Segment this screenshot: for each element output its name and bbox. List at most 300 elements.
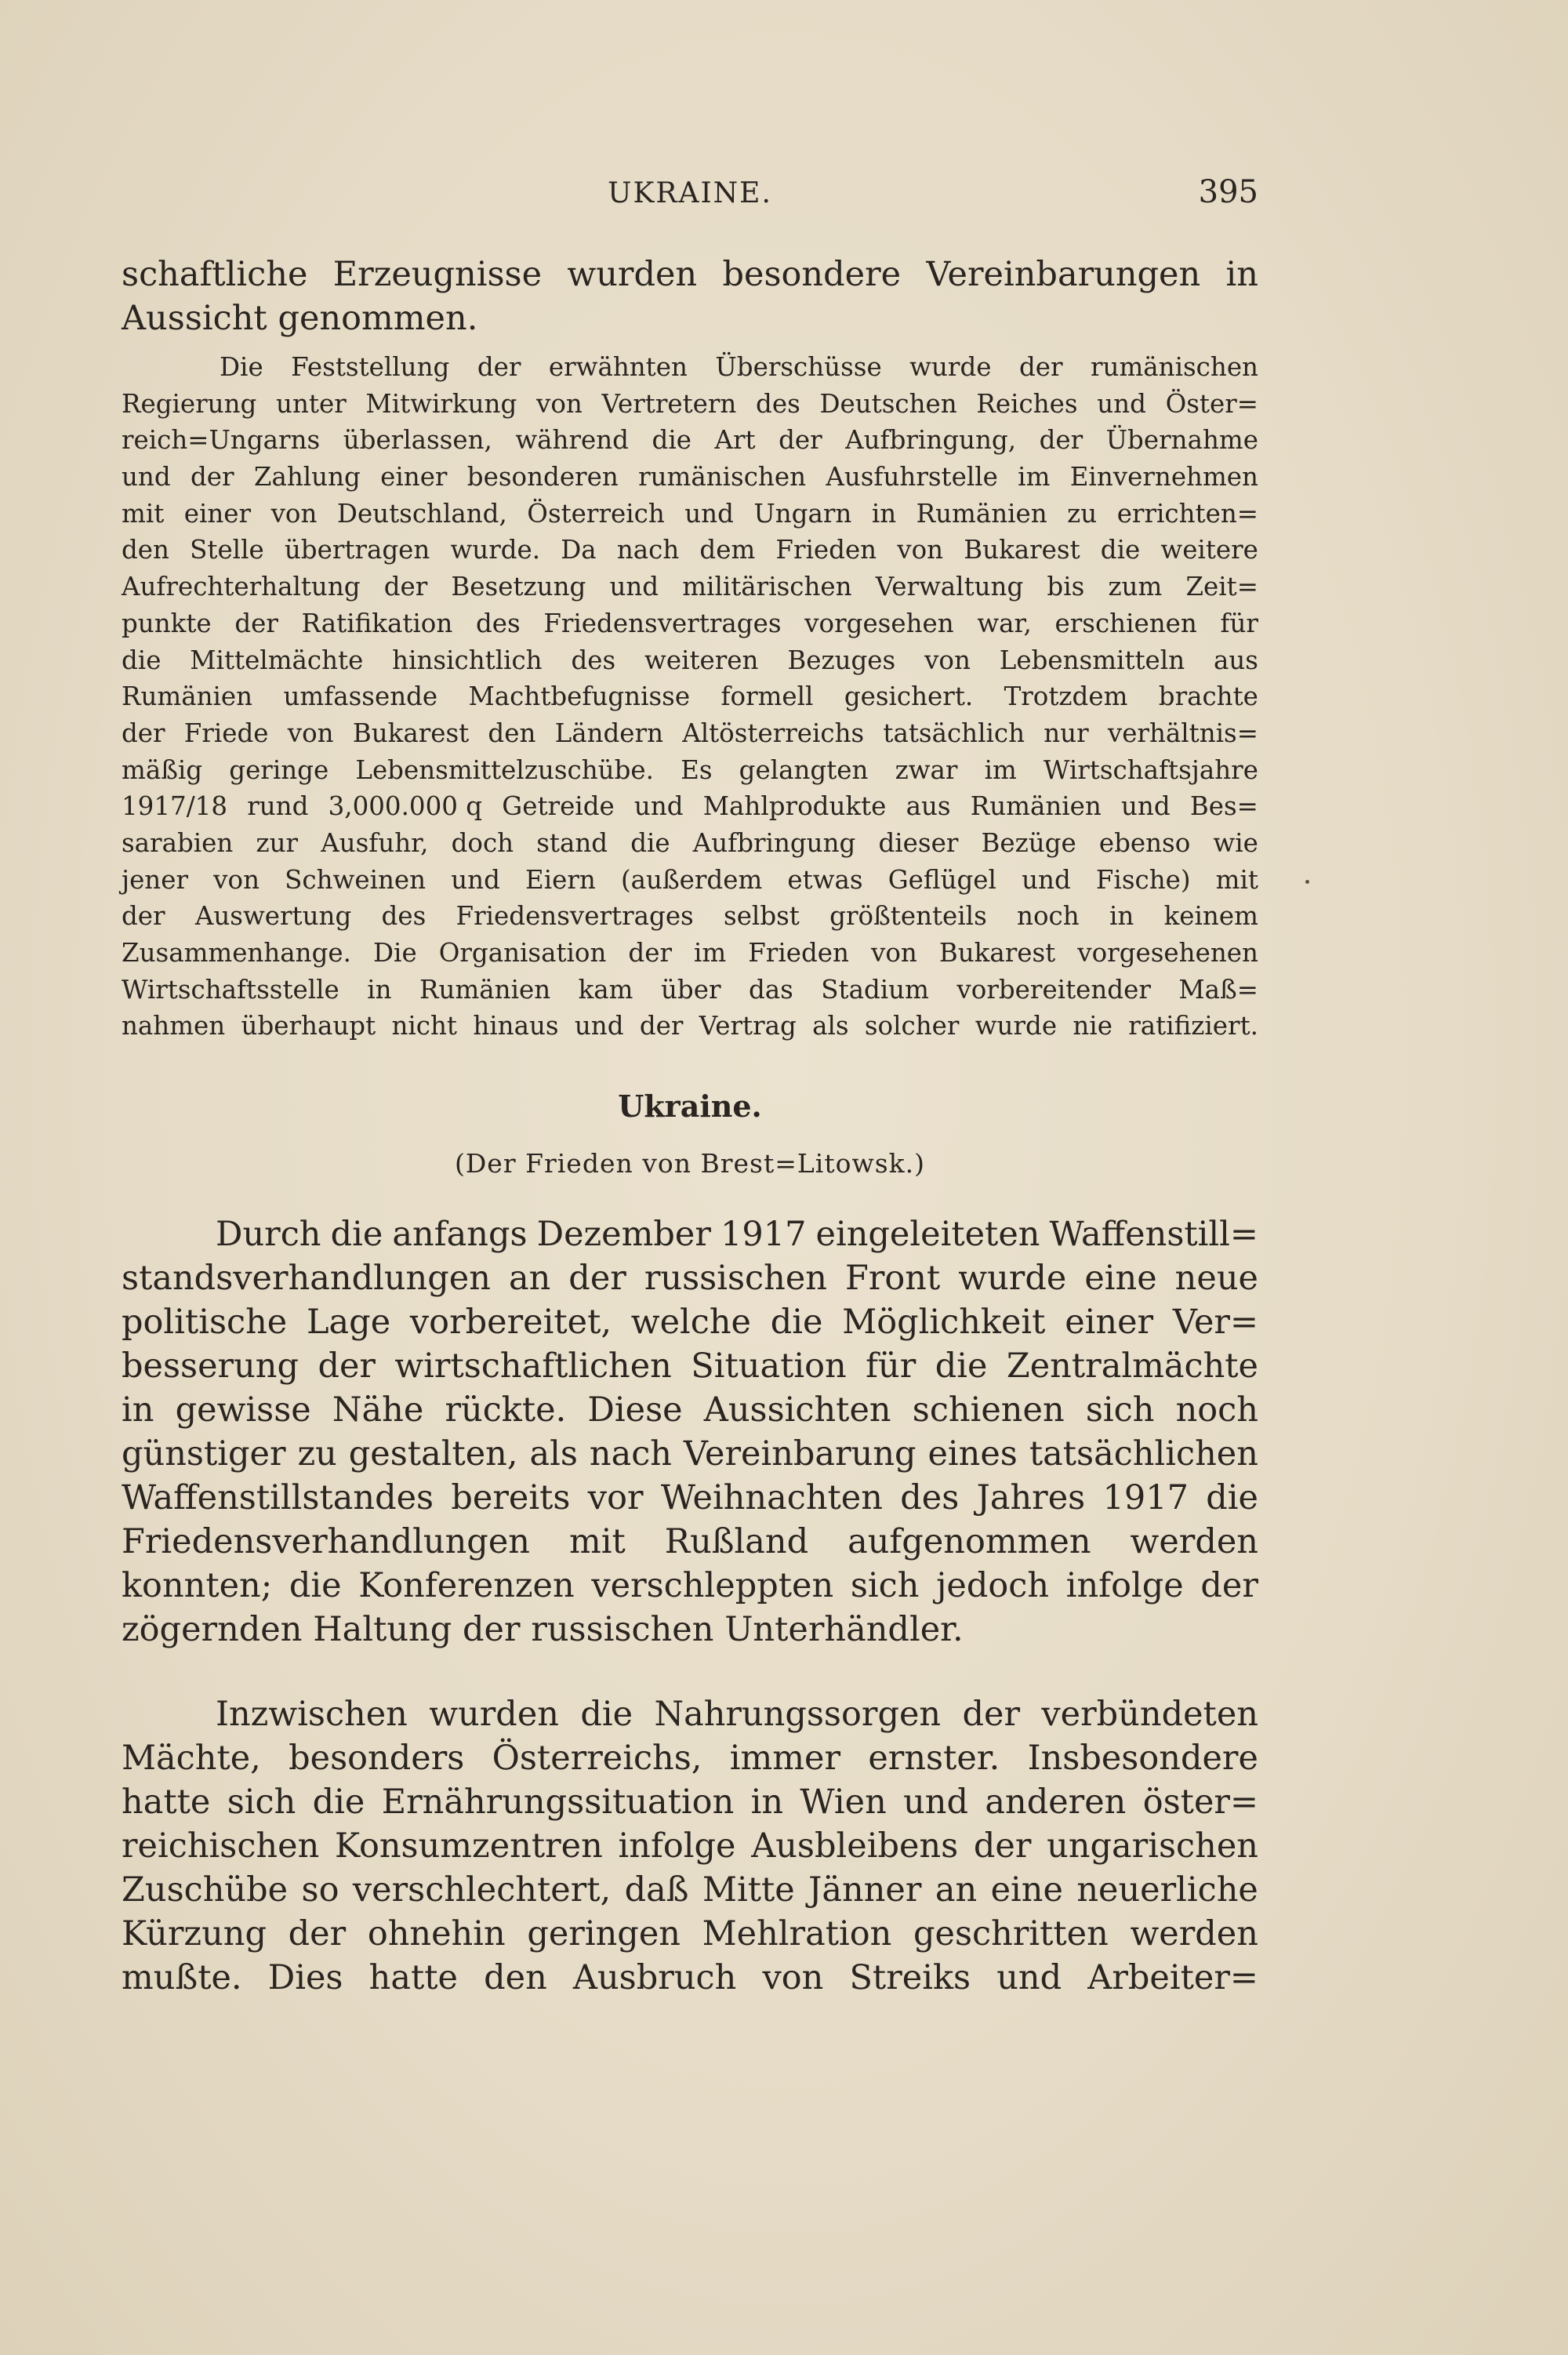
word: eines [927, 1434, 1018, 1474]
paragraph-1 [122, 253, 1258, 340]
word: Dies [267, 1958, 343, 1997]
word: wie [1213, 827, 1258, 858]
running-title: UKRAINE. [608, 177, 772, 209]
word: die [1100, 535, 1141, 565]
word: sich [227, 1783, 296, 1822]
paragraph-1-line [122, 253, 1258, 296]
word: hatte [122, 1783, 211, 1822]
word: Einvernehmen [1069, 462, 1258, 492]
word: im [984, 754, 1017, 785]
word: Aussichten [703, 1390, 891, 1430]
word: Getreide [502, 791, 615, 822]
word: neue [1174, 1259, 1258, 1298]
paragraph-2-line [122, 422, 1258, 459]
word: größtenteils [829, 901, 987, 932]
word: von [270, 498, 318, 529]
word: Jänner [808, 1870, 922, 1910]
word: den [488, 718, 536, 748]
word: im [1018, 462, 1051, 492]
paragraph-3-line [122, 1564, 1258, 1608]
paragraph-2-line [122, 752, 1258, 789]
paragraph-2-line [122, 459, 1258, 496]
word: noch [1175, 1390, 1258, 1430]
word: errichten= [1116, 498, 1258, 529]
word: als [812, 1011, 849, 1041]
word: sich [850, 1566, 920, 1605]
word: zögernden [122, 1610, 303, 1649]
word: Bes= [1189, 791, 1258, 822]
word: so [301, 1870, 339, 1910]
word: nie [1073, 1011, 1112, 1041]
word: die [1206, 1478, 1258, 1517]
word: Friedensvertrages [543, 608, 782, 638]
word: der [962, 1695, 1020, 1734]
word: und [684, 498, 734, 529]
word: wurde [958, 1259, 1067, 1298]
word: weiteren [644, 645, 759, 675]
word: erwähnten [548, 352, 688, 382]
word: verhältnis= [1107, 718, 1258, 748]
word: Nahrungssorgen [654, 1695, 942, 1734]
word: wurde. [450, 535, 541, 565]
word: Deutschen [819, 388, 957, 419]
word: politische [122, 1303, 288, 1342]
word: Reiches [976, 388, 1078, 419]
word: ratifiziert. [1128, 1011, 1258, 1041]
word: den [484, 1958, 547, 1997]
word: und [1097, 388, 1146, 419]
paragraph-1-line [122, 296, 1258, 340]
word: des [571, 645, 616, 675]
word: Friedensvertrages [456, 901, 694, 932]
word: noch [1017, 901, 1080, 932]
word: wurde [909, 352, 992, 382]
word: besonderen [466, 462, 619, 492]
word: Organisation [438, 938, 607, 968]
paragraph-4-line [122, 1824, 1258, 1868]
word: Die [220, 352, 263, 382]
word: unter [276, 388, 347, 419]
paragraph-2-line [122, 349, 1258, 386]
word: 3,000.000 q [328, 791, 483, 822]
word: der [190, 462, 234, 492]
word: der [477, 352, 521, 382]
word: Bukarest [964, 535, 1080, 565]
word: Trotzdem [1004, 681, 1128, 712]
word: rumänischen [638, 462, 807, 492]
word: Lage [306, 1303, 391, 1342]
word: Waffenstillstandes [122, 1478, 434, 1517]
word: Da [561, 535, 597, 565]
word: öster= [1142, 1783, 1258, 1822]
word: keinem [1163, 901, 1258, 932]
word: Ernährungssituation [381, 1783, 735, 1822]
word: jener [122, 864, 189, 895]
word: sarabien [122, 827, 234, 858]
word: vorgesehen [804, 608, 954, 638]
word: Auswertung [194, 901, 352, 932]
word: verbündeten [1041, 1695, 1258, 1734]
word: bis [1047, 572, 1085, 602]
word: vorbereitender [956, 974, 1151, 1005]
word: der [779, 425, 822, 456]
word: Mitwirkung [365, 388, 517, 419]
word: zur [256, 827, 299, 858]
word: an [508, 1259, 551, 1298]
word: Rumänien [916, 498, 1047, 529]
word: Bukarest [938, 938, 1056, 968]
word: doch [451, 827, 514, 858]
word: Jahres [976, 1478, 1086, 1517]
word: nach [616, 535, 680, 565]
word: hinaus [473, 1011, 559, 1041]
word: Zusammenhange. [122, 938, 351, 968]
paragraph-3-line [122, 1432, 1258, 1476]
word: gelangten [739, 754, 869, 785]
word: nicht [391, 1011, 457, 1041]
word: geringe [229, 754, 329, 785]
word: Insbesondere [1027, 1739, 1258, 1778]
word: konnten; [122, 1566, 273, 1605]
word: des [475, 608, 521, 638]
word: ohnehin [367, 1914, 506, 1953]
word: Überschüsse [715, 352, 882, 382]
paragraph-2-line [122, 898, 1258, 935]
word: ernster. [868, 1739, 1000, 1778]
word: die [770, 1303, 823, 1342]
word: Zeit= [1185, 572, 1258, 602]
word: den [122, 535, 169, 565]
word: von [897, 535, 944, 565]
word: Durch [216, 1215, 321, 1254]
word: und [122, 462, 171, 492]
word: tatsächlichen [1029, 1434, 1258, 1474]
word: nahmen [122, 1011, 226, 1041]
word: Öster= [1165, 388, 1258, 419]
word: geringen [527, 1914, 681, 1953]
word: vor [587, 1478, 644, 1517]
word: der [383, 572, 428, 602]
word: zu [297, 1434, 337, 1474]
word: Geflügel [887, 864, 996, 895]
word: der [639, 1011, 684, 1041]
word: formell [720, 681, 814, 712]
word: Ausfuhr, [321, 827, 429, 858]
word: Bezüge [981, 827, 1076, 858]
word: der [628, 938, 672, 968]
word: Vertrag [699, 1011, 797, 1041]
word: Vereinbarung [683, 1434, 916, 1474]
word: in [122, 1390, 154, 1430]
word: über [660, 974, 721, 1005]
paragraph-3-line [122, 1256, 1258, 1300]
word: Zahlung [253, 462, 361, 492]
word: hinsichtlich [392, 645, 543, 675]
word: von [535, 388, 583, 419]
paragraph-3-line [122, 1476, 1258, 1520]
word: in [750, 1783, 784, 1822]
word: im [694, 938, 727, 968]
word: infolge [1065, 1566, 1184, 1605]
word: aufgenommen [848, 1522, 1091, 1561]
word: Mächte, [122, 1739, 261, 1778]
word: brachte [1158, 681, 1258, 712]
word: Friedensverhandlungen [122, 1522, 530, 1561]
paragraph-2-line [122, 678, 1258, 715]
word: und [903, 1783, 969, 1822]
paragraph-2-line [122, 935, 1258, 972]
word: der [122, 901, 165, 932]
word: von [287, 718, 334, 748]
word: werden [1130, 1522, 1258, 1561]
word: zu [1067, 498, 1098, 529]
word: Arbeiter= [1087, 1958, 1258, 1997]
paragraph-3 [122, 1212, 1258, 1652]
word: sich [1085, 1390, 1155, 1430]
word: 1917/18 [122, 791, 228, 822]
word: an [935, 1870, 978, 1910]
word: Regierung [122, 388, 257, 419]
word: der [122, 718, 165, 748]
word: Haltung [313, 1610, 452, 1649]
word: standsverhandlungen [122, 1259, 491, 1298]
word: eine [990, 1870, 1063, 1910]
word: der [318, 1346, 376, 1386]
word: für [866, 1346, 916, 1386]
word: verschlechtert, [352, 1870, 612, 1910]
word: weitere [1160, 535, 1258, 565]
word: Machtbefugnisse [468, 681, 691, 712]
word: mit [1215, 864, 1258, 895]
word: Aufrechterhaltung [122, 572, 361, 602]
word: schaftliche [122, 255, 308, 294]
word: Konsumzentren [334, 1826, 603, 1866]
word: Diese [587, 1390, 683, 1430]
word: mußte. [122, 1958, 242, 1997]
word: Frieden [748, 938, 849, 968]
word: Ausfuhrstelle [826, 462, 998, 492]
word: von [762, 1958, 824, 1997]
word: gewisse [175, 1390, 311, 1430]
word: nach [589, 1434, 672, 1474]
word: überlassen, [343, 425, 492, 456]
word: Nähe [332, 1390, 424, 1430]
word: Verwaltung [875, 572, 1024, 602]
paragraph-4-line [122, 1692, 1258, 1736]
word: geschritten [913, 1914, 1109, 1953]
word: kam [578, 974, 633, 1005]
word: zum [1108, 572, 1163, 602]
word: Die [373, 938, 417, 968]
word: und [633, 791, 684, 822]
word: der [1200, 1566, 1258, 1605]
word: Inzwischen [216, 1695, 408, 1734]
word: Art [714, 425, 756, 456]
word: in [1225, 255, 1258, 294]
word: einer [183, 498, 252, 529]
word: Front [844, 1259, 941, 1298]
word: infolge [618, 1826, 736, 1866]
word: aus [906, 791, 951, 822]
word: und [996, 1958, 1062, 1997]
word: Bukarest [352, 718, 470, 748]
word: der [234, 608, 278, 638]
word: Altösterreichs [682, 718, 865, 748]
paragraph-2-line [122, 532, 1258, 569]
word: besonders [289, 1739, 465, 1778]
word: der [1039, 425, 1083, 456]
word: militärischen [682, 572, 852, 602]
word: Erzeugnisse [332, 255, 543, 294]
paragraph-2-line [122, 496, 1258, 532]
word: Rumänien [122, 681, 253, 712]
word: ungarischen [1047, 1826, 1258, 1866]
word: Österreichs, [492, 1739, 702, 1778]
word: mit [122, 498, 165, 529]
word: die [652, 425, 691, 456]
word: Schweinen [285, 864, 426, 895]
word: russischen [644, 1259, 827, 1298]
word: die [122, 645, 162, 675]
paragraph-3-line [122, 1344, 1258, 1388]
word: in [1109, 901, 1134, 932]
page-number: 395 [1198, 174, 1258, 210]
section-subheading: (Der Frieden von Brest=Litowsk.) [454, 1148, 926, 1179]
word: Zentralmächte [1006, 1346, 1258, 1386]
word: Aufbringung [692, 827, 856, 858]
word: ebenso [1098, 827, 1191, 858]
paragraph-2-line [122, 788, 1258, 825]
word: der [1018, 352, 1063, 382]
word: Aussicht [122, 299, 267, 338]
word: russischen [531, 1610, 714, 1649]
word: genommen. [278, 299, 478, 338]
word: Weihnachten [660, 1478, 883, 1517]
word: Übernahme [1105, 425, 1258, 456]
paragraph-3-line [122, 1212, 1258, 1256]
word: welche [630, 1303, 751, 1342]
word: wirtschaftlichen [394, 1346, 672, 1386]
paragraph-2-line [122, 1008, 1258, 1045]
word: 1917 [1102, 1478, 1189, 1517]
word: der [973, 1826, 1032, 1866]
word: gestalten, [348, 1434, 518, 1474]
word: Aufbringung, [845, 425, 1017, 456]
word: reich=Ungarns [122, 425, 321, 456]
word: Mahlprodukte [702, 791, 887, 822]
paragraph-4-line [122, 1868, 1258, 1912]
word: Mitte [702, 1870, 795, 1910]
word: Möglichkeit [842, 1303, 1046, 1342]
word: mäßig [122, 754, 203, 785]
word: Situation [691, 1346, 847, 1386]
word: erschienen [1054, 608, 1197, 638]
word: Ungarn [753, 498, 852, 529]
word: Deutschland, [336, 498, 507, 529]
word: einer [1065, 1303, 1154, 1342]
word: eine [1084, 1259, 1157, 1298]
paragraph-3-line [122, 1608, 1258, 1652]
word: bereits [451, 1478, 571, 1517]
word: Mehlration [702, 1914, 892, 1953]
paragraph-2-line [122, 862, 1258, 899]
word: von [213, 864, 260, 895]
word: Friede [183, 718, 269, 748]
word: selbst [724, 901, 800, 932]
word: Unterhändler. [724, 1610, 964, 1649]
word: der [568, 1259, 626, 1298]
word: Lebensmitteln [999, 645, 1185, 675]
paragraph-3-line [122, 1388, 1258, 1432]
word: die [935, 1346, 988, 1386]
paragraph-2 [122, 349, 1258, 1045]
word: eingeleiteten [815, 1215, 1040, 1254]
word: Kürzung [122, 1914, 267, 1953]
word: Es [681, 754, 713, 785]
word: in [367, 974, 392, 1005]
word: reichischen [122, 1826, 320, 1866]
word: verschleppten [591, 1566, 834, 1605]
word: Wirtschaftsjahre [1044, 754, 1258, 785]
word: Mittelmächte [190, 645, 364, 675]
word: gesichert. [844, 681, 974, 712]
paragraph-4-line [122, 1912, 1258, 1956]
word: etwas [787, 864, 863, 895]
word: Besetzung [451, 572, 586, 602]
paragraph-4-line [122, 1736, 1258, 1780]
word: die [630, 827, 670, 858]
word: des [756, 388, 800, 419]
paragraph-2-line [122, 569, 1258, 605]
running-head [122, 174, 1258, 213]
word: das [748, 974, 793, 1005]
word: stand [536, 827, 608, 858]
word: Ratifikation [301, 608, 453, 638]
word: Wirtschaftsstelle [122, 974, 339, 1005]
paragraph-2-line [122, 825, 1258, 862]
word: Frieden [775, 535, 877, 565]
word: 1917 [720, 1215, 807, 1254]
word: und [1022, 864, 1071, 895]
word: überhaupt [241, 1011, 376, 1041]
word: war, [977, 608, 1032, 638]
paragraph-2-line [122, 715, 1258, 752]
word: Österreich [527, 498, 665, 529]
paragraph-4 [122, 1692, 1258, 2000]
paragraph-2-line [122, 972, 1258, 1009]
word: vorbereitet, [409, 1303, 612, 1342]
paragraph-4-line [122, 1956, 1258, 2000]
word: Fische) [1095, 864, 1191, 895]
word: von [924, 645, 971, 675]
word: Ausbleibens [751, 1826, 959, 1866]
word: des [900, 1478, 960, 1517]
word: die [330, 1215, 383, 1254]
word: mit [568, 1522, 626, 1561]
word: tatsächlich [883, 718, 1025, 748]
word: Vertretern [601, 388, 737, 419]
word: dieser [878, 827, 959, 858]
word: Rumänien [419, 974, 551, 1005]
word: dem [699, 535, 756, 565]
word: von [870, 938, 917, 968]
word: günstiger [122, 1434, 286, 1474]
word: hatte [368, 1958, 458, 1997]
word: übertragen [284, 535, 430, 565]
word: Waffenstill= [1049, 1215, 1258, 1254]
word: in [871, 498, 897, 529]
paragraph-3-line [122, 1520, 1258, 1564]
